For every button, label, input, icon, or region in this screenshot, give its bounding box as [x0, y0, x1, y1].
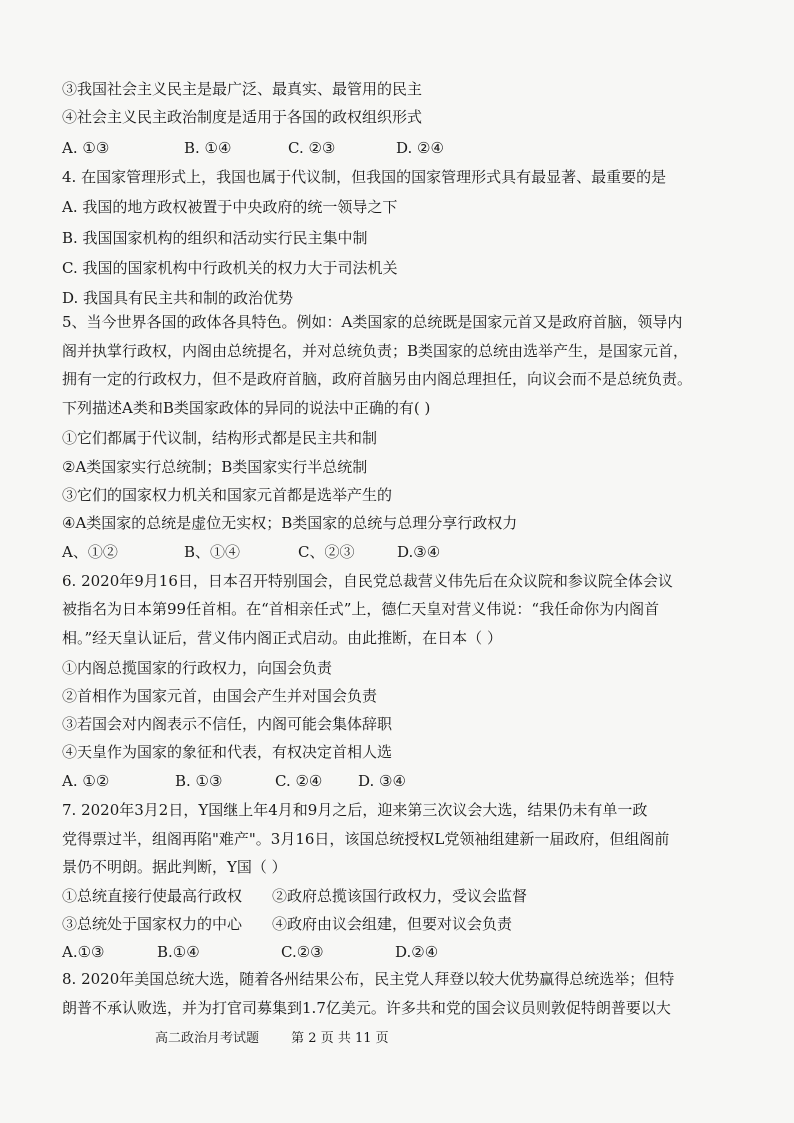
q3-options: [62, 138, 762, 158]
question-5-line-1: 5、当今世界各国的政体各具特色。例如：A类国家的总统既是国家元首又是政府首脑，领导内: [62, 313, 683, 331]
q6-statement-1: ①内阁总揽国家的行政权力，向国会负责: [62, 659, 333, 677]
q6-option-c: C. ②④: [275, 772, 323, 790]
q4-option-b: B. 我国国家机构的组织和活动实行民主集中制: [62, 229, 368, 247]
q3-option-c: C. ②③: [288, 139, 336, 157]
question-5-line-4: 下列描述A类和B类国家政体的异同的说法中正确的有( ): [62, 399, 431, 417]
question-7-line-3: 景仍不明朗。据此判断，Y国（ ）: [62, 858, 287, 876]
q7-statement-1: ①总统直接行使最高行政权: [62, 887, 243, 905]
q4-option-c: C. 我国的国家机构中行政机关的权力大于司法机关: [62, 259, 398, 277]
q6-statement-2: ②首相作为国家元首，由国会产生并对国会负责: [62, 687, 378, 705]
q7-option-a: A.①③: [62, 943, 105, 961]
q6-option-b: B. ①③: [175, 772, 223, 790]
q3-option-a: A. ①③: [62, 139, 110, 157]
q3-option-b: B. ①④: [184, 139, 232, 157]
question-6-line-2: 被指名为日本第99任首相。在“首相亲任式”上，德仁天皇对营义伟说：“我任命你为内阁首: [62, 600, 660, 618]
q5-statement-4: ④A类国家的总统是虚位无实权；B类国家的总统与总理分享行政权力: [62, 514, 518, 532]
q3-option-d: D. ②④: [396, 139, 444, 157]
question-8-line-2: 朗普不承认败选，并为打官司募集到1.7亿美元。许多共和党的国会议员则敦促特朗普要以大: [62, 999, 671, 1017]
q7-statement-3: ③总统处于国家权力的中心: [62, 915, 243, 933]
page-number: 第 2 页 共 11 页: [291, 1031, 389, 1046]
q7-statements-row-1: [62, 886, 762, 906]
q4-option-d: D. 我国具有民主共和制的政治优势: [62, 289, 294, 307]
q6-statement-3: ③若国会对内阁表示不信任，内阁可能会集体辞职: [62, 715, 393, 733]
question-6-line-3: 相。”经天皇认证后，营义伟内阁正式启动。由此推断，在日本（ ）: [62, 629, 502, 647]
q5-statement-1: ①它们都属于代议制，结构形式都是民主共和制: [62, 429, 378, 447]
q5-option-c: C、②③: [298, 543, 355, 561]
q4-option-a: A. 我国的地方政权被置于中央政府的统一领导之下: [62, 198, 398, 216]
q7-statement-2: ②政府总揽该国行政权力，受议会监督: [272, 887, 528, 905]
q7-options: [62, 942, 762, 962]
q5-option-a: A、①②: [62, 543, 118, 561]
q5-option-b: B、①④: [184, 543, 241, 561]
question-4: 4. 在国家管理形式上，我国也属于代议制，但我国的国家管理形式具有最显著、最重要的是: [62, 168, 667, 186]
q6-options: [62, 771, 762, 791]
q5-statement-3: ③它们的国家权力机关和国家元首都是选举产生的: [62, 486, 393, 504]
q6-option-a: A. ①②: [62, 772, 110, 790]
question-6-line-1: 6. 2020年9月16日，日本召开特别国会，自民党总裁营义伟先后在众议院和参议院全体会议: [62, 572, 673, 590]
q7-statement-4: ④政府由议会组建，但要对议会负责: [272, 915, 513, 933]
page-footer: [155, 1027, 417, 1046]
question-5-line-2: 阁并执掌行政权，内阁由总统提名，并对总统负责；B类国家的总统由选举产生，是国家元首，: [62, 342, 689, 360]
q5-option-d: D.③④: [397, 543, 441, 561]
q5-statement-2: ②A类国家实行总统制；B类国家实行半总统制: [62, 458, 368, 476]
question-7-line-1: 7. 2020年3月2日，Y国继上年4月和9月之后，迎来第三次议会大选，结果仍未有单一政: [62, 801, 648, 819]
question-7-line-2: 党得票过半，组阁再陷"难产"。3月16日，该国总统授权L党领袖组建新一届政府，但组阁前: [62, 830, 670, 848]
question-8-line-1: 8. 2020年美国总统大选，随着各州结果公布，民主党人拜登以较大优势赢得总统选举；但特: [62, 970, 675, 988]
q6-option-d: D. ③④: [358, 772, 406, 790]
q5-options: [62, 542, 762, 562]
question-5-line-3: 拥有一定的行政权力，但不是政府首脑，政府首脑另由内阁总理担任，向议会而不是总统负责。: [62, 370, 693, 388]
q7-option-c: C.②③: [281, 943, 324, 961]
exam-title: 高二政治月考试题: [155, 1031, 260, 1046]
statement-4: ④社会主义民主政治制度是适用于各国的政权组织形式: [62, 108, 423, 126]
q7-statements-row-2: [62, 914, 762, 934]
q6-statement-4: ④天皇作为国家的象征和代表，有权决定首相人选: [62, 743, 393, 761]
statement-3: ③我国社会主义民主是最广泛、最真实、最管用的民主: [62, 80, 423, 98]
q7-option-d: D.②④: [395, 943, 439, 961]
q7-option-b: B.①④: [157, 943, 200, 961]
